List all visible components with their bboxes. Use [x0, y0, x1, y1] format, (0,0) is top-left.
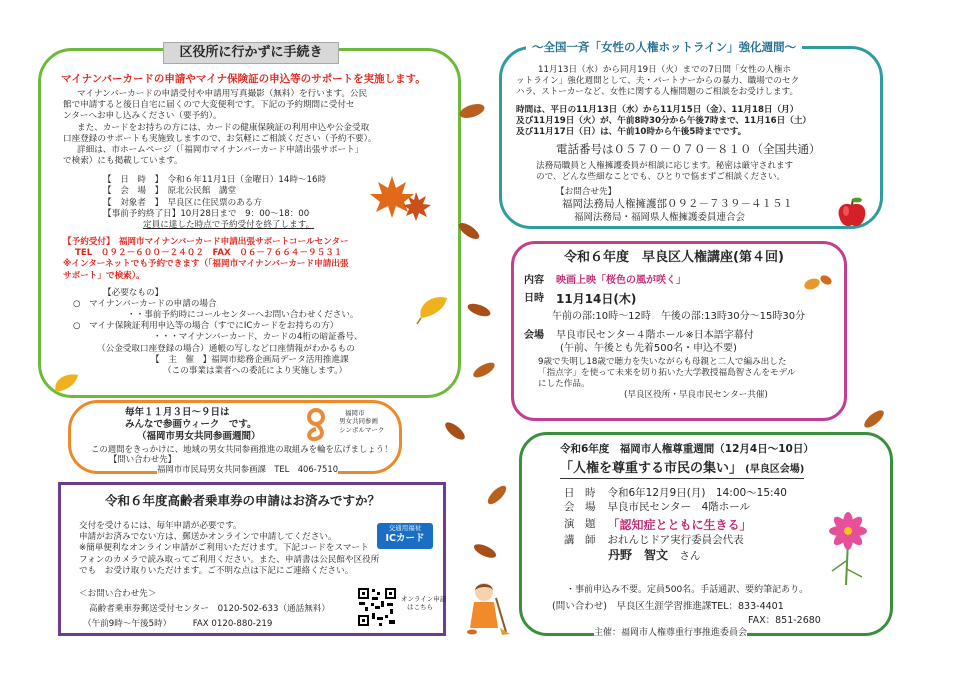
lecture-content-label: 内容	[524, 275, 544, 286]
ward-booking-line: ※インターネットでも予約できます（「福岡市マイナンバーカード申請出張	[63, 259, 349, 270]
brown-leaf-icon	[455, 220, 483, 242]
gathering-topic-label: 演 題	[564, 518, 596, 531]
ward-booking-phone: TEL ０９２－６００－２４０２ FAX ０６－７６６４－９５３１	[75, 248, 343, 259]
lecture-desc-line: 「指点字」を使って未来を切り拓いた大学教授福島智さんをモデル	[538, 367, 796, 378]
gathering-date: 令和6年12月9日(月) 14:00～15:40	[607, 487, 787, 499]
hotline-intro-line: 11月13日（水）から同月19日（火）までの7日間「女性の人権ホ	[538, 65, 792, 75]
lecture-desc	[524, 357, 834, 402]
ward-needs-item: （公金受取口座登録の場合）通帳の写しなど口座情報がわかるもの	[97, 343, 355, 354]
elderly-line: でも お受け取りいただけます。ご不明な点は下記にご連絡ください。	[79, 565, 354, 576]
ward-needs-heading: 【必要なもの】	[103, 287, 164, 298]
qr-code-icon[interactable]	[357, 587, 397, 627]
gathering-contact: (問い合わせ) 早良区生涯学習推進課TEL：833-4401	[552, 601, 784, 612]
hotline-hours	[516, 105, 821, 139]
hotline-hours-line: 時間は、平日の11月13日（水）から11月15日（金）、11月18日（月）	[516, 104, 799, 115]
equality-week-panel	[68, 400, 402, 474]
ward-para-line: ンターへお申し込みください（要予約）。	[63, 111, 222, 122]
gathering-date-label: 日 時	[564, 487, 596, 499]
equality-mark-label	[339, 409, 384, 434]
gathering-date-row	[564, 487, 787, 501]
gathering-sponsor: 主催：福岡市人権尊重行事推進委員会	[594, 628, 748, 638]
brown-leaf-icon	[465, 300, 493, 320]
hotline-note-line: 法務局職員と人権擁護委員が相談に応じます。秘密は厳守されます	[536, 160, 794, 171]
hotline-phone: 電話番号は０５７０－０７０－８１０（全国共通）	[556, 142, 821, 157]
equality-line3: （福岡市男女共同参画週間）	[137, 431, 261, 442]
lecture-content: 映画上映「桜色の風が咲く」	[556, 275, 686, 286]
hotline-contact-label: 【お問合せ先】	[556, 187, 617, 198]
lecture-date: 11月14日(木)	[556, 292, 637, 306]
gathering-speaker-row	[564, 534, 787, 548]
elderly-contact-block	[79, 589, 330, 631]
ward-detail-target: 【 対象者 】 早良区に住民票のある方	[103, 197, 262, 208]
ward-procedure-subtitle: マイナンバーカードの申請やマイナ保険証の申込等のサポートを実施します。	[61, 73, 426, 85]
equality-line1: 毎年１１月３日～９日は	[125, 407, 230, 418]
ginkgo-leaf-icon	[52, 370, 82, 398]
elderly-line: フォンのカメラで読み取ってご利用ください。また、申請書は公民館や区役所	[79, 554, 380, 565]
ward-para-line: 館で申請すると後日自宅に届くので大変便利です。下記の予約期間に受付セ	[63, 100, 355, 111]
ward-needs	[63, 288, 443, 377]
equality-mark-label-line: 福岡市	[345, 409, 365, 417]
gathering-topic-row	[564, 518, 787, 534]
apple-icon	[835, 196, 869, 230]
cosmos-flower-icon	[812, 501, 884, 585]
online-application-label-line: はこちら	[407, 603, 433, 612]
gathering-title-row	[560, 461, 804, 479]
lecture-body	[524, 274, 834, 401]
elderly-line: 申請がお済みでない方は、郵送かオンラインで申請してください。	[79, 532, 337, 543]
ward-para-line: で検索）にも掲載しています。	[63, 156, 183, 167]
brown-leaf-icon	[482, 484, 512, 506]
hotline-note-line: ので、どんな些細なことでも、ひとりで悩まずご相談ください。	[536, 172, 786, 183]
ward-detail-capacity: 定員に達した時点で予約受付を終了します。	[143, 219, 315, 230]
elderly-line: ※簡単便利なオンライン申請がご利用いただけます。下記コードをスマート	[79, 543, 369, 554]
ward-booking	[63, 237, 443, 282]
gathering-venue: 早良市民センター 4階ホール	[607, 500, 751, 513]
ward-booking-line: サポート」で検索）。	[63, 270, 145, 281]
gathering-panel	[519, 432, 893, 636]
equality-symbol-mark-icon	[301, 407, 331, 441]
ward-needs-item: ○ マイナンバーカードの申請の場合	[73, 298, 217, 309]
brown-leaf-icon	[470, 540, 500, 562]
ward-needs-item: ・・・マイナンバーカード、カードの4桁の暗証番号、	[153, 332, 363, 343]
lecture-desc-line: にした作品。	[538, 378, 590, 389]
lecture-organizer: (早良区役所・早良市民センター共催)	[624, 390, 768, 401]
hotline-title: ～全国一斉「女性の人権ホットライン」強化週間～	[526, 40, 802, 55]
ic-card-label: ICカード	[385, 533, 425, 544]
girl-sweeping-illustration-icon	[462, 580, 512, 636]
brown-leaf-icon	[470, 360, 498, 380]
hotline-panel	[499, 40, 883, 229]
elderly-pass-panel	[58, 482, 446, 636]
online-application-label	[401, 595, 446, 612]
lecture-venue-note: (午前、午後とも先着500名・申込不要)	[560, 342, 737, 354]
elderly-body	[79, 521, 379, 577]
ward-para-line: また、カードをお持ちの方には、カードの健康保険証の利用申込や公金受取	[77, 122, 370, 133]
lecture-times: 午前の部:10時～12時 午後の部:13時30分～15時30分	[552, 310, 806, 322]
gathering-speaker-suffix: さん	[679, 549, 701, 562]
hotline-hours-line: 及び11月19日（火）が、午前8時30分から午後7時まで、11月16日（土）	[516, 115, 812, 126]
equality-line6: 福岡市市民局男女共同参画課 TEL 406-7510	[157, 464, 339, 474]
online-application-label-line: オンライン申請	[401, 595, 447, 603]
gathering-notice: ・事前申込み不要。定員500名。手話通訳、要約筆記あり。	[566, 585, 809, 595]
gathering-speaker: 丹野 智文	[608, 547, 669, 562]
ic-card-small-label: 交通用福祉	[388, 524, 422, 532]
lecture-panel	[511, 241, 847, 421]
ward-needs-item: ・・事前予約時にコールセンターへお問い合わせください。	[127, 310, 359, 321]
hotline-note	[516, 161, 821, 183]
ward-detail-deadline: 【事前予約終了日】10月28日まで 9：00～18：00	[103, 208, 310, 219]
ward-para-line: マイナンバーカードの申請受付や申請用写真撮影（無料）を行います。公民	[77, 89, 368, 99]
hotline-contact-org: 福岡法務局・福岡県人権擁護委員連合会	[574, 212, 746, 224]
lecture-venue-label: 会場	[524, 329, 544, 341]
gathering-topic: 「認知症とともに生きる」	[607, 518, 752, 533]
elderly-title: 令和６年度高齢者乗車券の申請はお済みですか？	[105, 493, 381, 508]
ward-organizer: 【 主 催 】福岡市総務企画局データ活用推進課	[151, 354, 349, 365]
lecture-title: 令和６年度 早良区人権講座(第４回)	[564, 250, 784, 265]
gathering-fax: FAX：851-2680	[748, 615, 821, 626]
lecture-desc-line: 9歳で失明し18歳で聴力を失いながらも母親と二人で編み出した	[538, 356, 787, 367]
lecture-venue: 早良市民センター４階ホール※日本語字幕付	[556, 329, 754, 341]
equality-mark-label-line: 男女共同参画	[339, 417, 378, 426]
gathering-speaker-org: おれんじドア実行委員会代表	[607, 533, 744, 546]
gathering-venue-row	[564, 501, 787, 515]
equality-mark-label-line: シンボルマーク	[339, 425, 385, 434]
gathering-venue-label: 会 場	[564, 500, 596, 513]
hotline-intro-line: ハラ、ストーカーなど、女性に関する人権問題のご相談をお受けします。	[516, 87, 799, 98]
brown-leaf-icon	[440, 420, 470, 442]
gathering-speaker-name-row	[564, 548, 787, 564]
hotline-body	[516, 65, 821, 224]
gathering-title-suffix: (早良区会場)	[745, 464, 805, 475]
gathering-body	[564, 487, 787, 563]
ward-needs-item: ○ マイナ保険証利用申込等の場合（すでにICカードをお持ちの方）	[73, 321, 339, 332]
elderly-hours: （午前9時～午後5時） FAX 0120-880-219	[83, 619, 273, 630]
gathering-head: 令和6年度 福岡市人権尊重週間（12月4日～10日）	[560, 443, 814, 455]
hotline-hours-line: 及び11月17日（日）は、午前10時から午後5時までです。	[516, 126, 747, 137]
lecture-date-label: 日時	[524, 293, 544, 304]
maple-leaf-icon	[370, 172, 432, 228]
ginkgo-leaf-icon	[415, 290, 455, 326]
equality-line2: みんなで参画ウィーク です。	[125, 419, 257, 430]
ward-detail-date: 【 日 時 】 令和６年11月1日（金曜日）14時～16時	[103, 175, 327, 186]
ward-organizer-note: （この事業は業者への委託により実施します。）	[163, 365, 348, 376]
ward-booking-line: 【予約受付】 福岡市マイナンバーカード申請出張サポートコールセンター	[63, 237, 349, 248]
elderly-contact-label: ＜お問い合わせ先＞	[79, 589, 157, 599]
gathering-title: 「人権を尊重する市民の集い」	[560, 461, 743, 476]
ic-card-image	[377, 523, 433, 549]
gathering-speaker-label: 講 師	[564, 533, 596, 546]
ward-para-line: 詳細は、市ホームページ（「福岡市マイナンバーカード申請出張サポート」	[77, 144, 364, 155]
ward-procedure-body	[63, 89, 443, 377]
lecture-date-row	[524, 292, 834, 308]
equality-line5: 【問い合わせ先】	[109, 454, 176, 464]
brown-leaf-icon	[456, 100, 488, 122]
ward-para-line: 口座登録のサポートも実施致しますので、お気軽にご相談ください（予約不要）。	[63, 133, 377, 144]
hotline-contact-tel: 福岡法務局人権擁護部０９２－７３９－４１５１	[562, 198, 793, 211]
elderly-contact: 高齢者乗車券郵送受付センター 0120-502-633（通話無料）	[89, 604, 331, 615]
ward-procedure-title: 区役所に行かずに手続き	[163, 42, 339, 64]
brown-leaf-icon	[860, 408, 888, 430]
elderly-line: 交付を受けるには、毎年申請が必要です。	[79, 521, 242, 531]
hotline-intro-line: ットライン」強化週間として、夫・パートナーからの暴力、職場でのセク	[516, 76, 800, 87]
autumn-leaf-icon	[802, 270, 834, 296]
ward-detail-venue: 【 会 場 】 原北公民館 講堂	[103, 186, 237, 197]
lecture-venue-row	[524, 329, 834, 342]
equality-line4: この週間をきっかけに、地域の男女共同参画推進の取組みを輪を広げましょう！	[91, 444, 393, 454]
lecture-content-row	[524, 274, 834, 287]
